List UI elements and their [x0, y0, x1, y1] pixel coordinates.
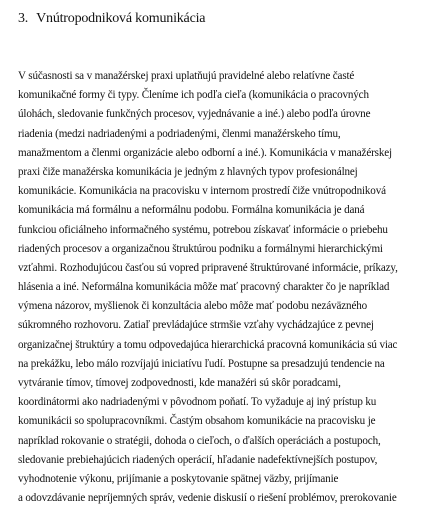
paragraph-line: komunikácie. Komunikácia na pracovisku v internom prostredí čiže vnútropodniková: [18, 185, 386, 198]
section-heading: [18, 10, 205, 28]
paragraph-line: hlásenia a iné. Neformálna komunikácia môže mať pracovný charakter čo je napríklad: [18, 281, 390, 294]
paragraph-line: koordinátormi ako nadriadenými v pôvodnom poňatí. To vyžaduje aj iný prístup ku: [18, 396, 377, 409]
body-paragraph: [18, 67, 443, 508]
paragraph-line: riadených procesov a organizačnou štruktúrou podniku a formálnymi hierarchickými: [18, 242, 383, 255]
paragraph-line: riadenia (medzi nadriadenými a podriadenými, členmi manažérskeho tímu,: [18, 127, 341, 140]
paragraph-line: vzťahmi. Rozhodujúcou časťou sú vopred pripravené štruktúrované informácie, príkazy,: [18, 261, 398, 274]
paragraph-line: manažmentom a členmi organizácie alebo odborní a iné.). Komunikácia v manažérskej: [18, 146, 392, 159]
paragraph-line: na prekážku, lebo málo rozvíjajú iniciatívu ľudí. Postupne sa presadzujú tendencie na: [18, 357, 385, 370]
paragraph-line: súkromného rozhovoru. Zatiaľ prevládajúce strmšie vzťahy vychádzajúce z pevnej: [18, 319, 374, 332]
paragraph-line: organizačnej štruktúry a tomu odpovedajúca hierarchická pracovná komunikácia sú viac: [18, 338, 398, 351]
paragraph-line: komunikačné formy či typy. Členíme ich podľa cieľa (komunikácia o pracovných: [18, 89, 369, 102]
paragraph-line: vytváranie tímov, tímovej zodpovednosti, kde manažéri sú skôr poradcami,: [18, 377, 341, 389]
paragraph-line: úlohách, sledovanie funkčných procesov, vyjednávanie a iné.) alebo podľa úrovne: [18, 108, 371, 121]
paragraph-line: praxi čiže manažérska komunikácia je jedným z hlavných typov profesionálnej: [18, 165, 358, 178]
paragraph-line: výmena názorov, myšlienok či konzultácia alebo môže mať podobu nezáväzného: [18, 300, 368, 313]
paragraph-line: a odovzdávanie nepríjemných správ, vedenie diskusií o riešení problémov, prerokovanie: [18, 492, 397, 505]
paragraph-line: napríklad rokovanie o stratégii, dohoda o cieľoch, o ďalších operáciách a postupoch,: [18, 434, 381, 447]
paragraph-line: V súčasnosti sa v manažérskej praxi uplatňujú pravidelné alebo relatívne časté: [18, 70, 355, 82]
paragraph-line: sledovanie prebiehajúcich riadených operácií, hľadanie nadefektívnejších postupov,: [18, 453, 378, 466]
section-number: 3.: [18, 11, 29, 26]
paragraph-line: funkciou oficiálneho informačného systému, potrebou získavať informácie o priebehu: [18, 223, 388, 236]
section-title: Vnútropodniková komunikácia: [36, 11, 206, 26]
paragraph-line: vyhodnotenie výkonu, prijímanie a poskytovanie spätnej väzby, prijímanie: [18, 472, 339, 485]
paragraph-line: komunikácia má formálnu a neformálnu podobu. Formálna komunikácia je daná: [18, 204, 365, 217]
paragraph-line: komunikácii so spolupracovníkmi. Častým obsahom komunikácie na pracovisku je: [18, 415, 376, 428]
